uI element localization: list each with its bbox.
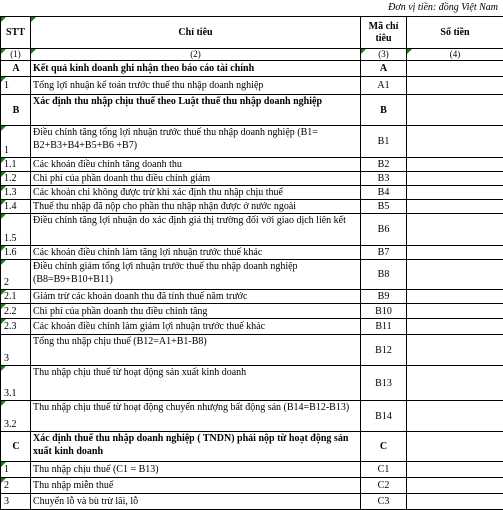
- header-so-tien[interactable]: Số tiền: [407, 17, 503, 49]
- cell-chi-tieu[interactable]: Các khoản điều chỉnh làm giảm lợi nhuận trước thuế khác: [31, 319, 361, 335]
- cell-so-tien[interactable]: [407, 319, 503, 335]
- table-row: [1, 304, 503, 319]
- cell-ma-chi-tieu[interactable]: A: [361, 61, 407, 77]
- cell-stt[interactable]: 1.5: [1, 214, 31, 246]
- cell-stt[interactable]: 2: [1, 478, 31, 494]
- cell-ma-chi-tieu[interactable]: B12: [361, 335, 407, 366]
- cell-so-tien[interactable]: [407, 246, 503, 260]
- header-row: [1, 17, 503, 49]
- cell-so-tien[interactable]: [407, 432, 503, 462]
- table-row: [1, 158, 503, 172]
- header-number-4[interactable]: (4): [407, 49, 503, 61]
- cell-so-tien[interactable]: [407, 335, 503, 366]
- cell-chi-tieu[interactable]: Thuế thu nhập đã nộp cho phần thu nhập nhận được ở nước ngoài: [31, 200, 361, 214]
- cell-stt[interactable]: 1.4: [1, 200, 31, 214]
- cell-ma-chi-tieu[interactable]: A1: [361, 77, 407, 95]
- table-row: [1, 432, 503, 462]
- cell-chi-tieu[interactable]: Điều chỉnh giảm tổng lợi nhuận trước thuế thu nhập doanh nghiệp (B8=B9+B10+B11): [31, 260, 361, 290]
- cell-chi-tieu[interactable]: Thu nhập chịu thuế từ hoạt động sản xuất kinh doanh: [31, 366, 361, 401]
- cell-chi-tieu[interactable]: Thu nhập chịu thuế (C1 = B13): [31, 462, 361, 478]
- header-number-1[interactable]: (1): [1, 49, 31, 61]
- cell-so-tien[interactable]: [407, 61, 503, 77]
- cell-chi-tieu[interactable]: Xác định thuế thu nhập doanh nghiệp ( TNDN) phải nộp từ hoạt động sản xuất kinh doanh: [31, 432, 361, 462]
- cell-ma-chi-tieu[interactable]: C1: [361, 462, 407, 478]
- cell-so-tien[interactable]: [407, 158, 503, 172]
- cell-chi-tieu[interactable]: Kết quả kinh doanh ghi nhận theo báo cáo tài chính: [31, 61, 361, 77]
- table-row: [1, 290, 503, 304]
- cell-stt[interactable]: 2: [1, 260, 31, 290]
- cell-so-tien[interactable]: [407, 126, 503, 158]
- cell-chi-tieu[interactable]: Chi phí của phần doanh thu điều chỉnh giảm: [31, 172, 361, 186]
- table-row: [1, 200, 503, 214]
- cell-so-tien[interactable]: [407, 401, 503, 432]
- cell-so-tien[interactable]: [407, 214, 503, 246]
- cell-chi-tieu[interactable]: Giảm trừ các khoản doanh thu đã tính thuế năm trước: [31, 290, 361, 304]
- cell-chi-tieu[interactable]: Thu nhập miễn thuế: [31, 478, 361, 494]
- table-row: [1, 186, 503, 200]
- cell-ma-chi-tieu[interactable]: C2: [361, 478, 407, 494]
- cell-ma-chi-tieu[interactable]: C: [361, 432, 407, 462]
- cell-stt[interactable]: 1: [1, 126, 31, 158]
- cell-so-tien[interactable]: [407, 95, 503, 126]
- table-row: [1, 95, 503, 126]
- table-row: [1, 77, 503, 95]
- cell-ma-chi-tieu[interactable]: B9: [361, 290, 407, 304]
- cell-chi-tieu[interactable]: Điều chỉnh tăng lợi nhuận do xác định giá thị trường đối với giao dịch liên kết: [31, 214, 361, 246]
- cell-so-tien[interactable]: [407, 366, 503, 401]
- table-row: [1, 61, 503, 77]
- cell-ma-chi-tieu[interactable]: B1: [361, 126, 407, 158]
- cell-chi-tieu[interactable]: Thu nhập chịu thuế từ hoạt động chuyển nhượng bất động sản (B14=B12-B13): [31, 401, 361, 432]
- cell-so-tien[interactable]: [407, 462, 503, 478]
- cell-stt[interactable]: 2.1: [1, 290, 31, 304]
- cell-chi-tieu[interactable]: Các khoản chi không được trừ khi xác định thu nhập chịu thuế: [31, 186, 361, 200]
- header-stt[interactable]: STT: [1, 17, 31, 49]
- header-number-2[interactable]: (2): [31, 49, 361, 61]
- cell-so-tien[interactable]: [407, 186, 503, 200]
- cell-so-tien[interactable]: [407, 172, 503, 186]
- cell-chi-tieu[interactable]: Tổng thu nhập chịu thuế (B12=A1+B1-B8): [31, 335, 361, 366]
- cell-ma-chi-tieu[interactable]: B3: [361, 172, 407, 186]
- cell-stt[interactable]: 1.6: [1, 246, 31, 260]
- cell-stt[interactable]: 3: [1, 494, 31, 510]
- table-row: [1, 462, 503, 478]
- cell-stt[interactable]: 1: [1, 77, 31, 95]
- cell-chi-tieu[interactable]: Các khoản điều chỉnh làm tăng lợi nhuận trước thuế khác: [31, 246, 361, 260]
- cell-so-tien[interactable]: [407, 77, 503, 95]
- cell-chi-tieu[interactable]: Xác định thu nhập chịu thuế theo Luật thuế thu nhập doanh nghiệp: [31, 95, 361, 126]
- cell-so-tien[interactable]: [407, 200, 503, 214]
- cell-so-tien[interactable]: [407, 290, 503, 304]
- tax-table: [0, 16, 503, 510]
- cell-stt[interactable]: C: [1, 432, 31, 462]
- cell-ma-chi-tieu[interactable]: B6: [361, 214, 407, 246]
- cell-so-tien[interactable]: [407, 304, 503, 319]
- header-number-row: [1, 49, 503, 61]
- cell-ma-chi-tieu[interactable]: B13: [361, 366, 407, 401]
- cell-stt[interactable]: A: [1, 61, 31, 77]
- table-row: [1, 214, 503, 246]
- table-row: [1, 319, 503, 335]
- cell-ma-chi-tieu[interactable]: B2: [361, 158, 407, 172]
- table-row: [1, 335, 503, 366]
- table-row: [1, 246, 503, 260]
- table-row: [1, 172, 503, 186]
- cell-ma-chi-tieu[interactable]: B10: [361, 304, 407, 319]
- table-row: [1, 478, 503, 494]
- cell-so-tien[interactable]: [407, 478, 503, 494]
- cell-ma-chi-tieu[interactable]: B7: [361, 246, 407, 260]
- cell-chi-tieu[interactable]: Chuyển lỗ và bù trừ lãi, lỗ: [31, 494, 361, 510]
- cell-stt[interactable]: 1.2: [1, 172, 31, 186]
- cell-chi-tieu[interactable]: Các khoản điều chỉnh tăng doanh thu: [31, 158, 361, 172]
- cell-ma-chi-tieu[interactable]: B8: [361, 260, 407, 290]
- cell-ma-chi-tieu[interactable]: B5: [361, 200, 407, 214]
- cell-ma-chi-tieu[interactable]: B11: [361, 319, 407, 335]
- cell-stt[interactable]: 2.3: [1, 319, 31, 335]
- cell-so-tien[interactable]: [407, 260, 503, 290]
- table-row: [1, 494, 503, 510]
- cell-stt[interactable]: 3.2: [1, 401, 31, 432]
- table-row: [1, 260, 503, 290]
- header-chi-tieu[interactable]: Chỉ tiêu: [31, 17, 361, 49]
- cell-stt[interactable]: 1.3: [1, 186, 31, 200]
- table-row: [1, 126, 503, 158]
- cell-stt[interactable]: 1.1: [1, 158, 31, 172]
- cell-stt[interactable]: 3: [1, 335, 31, 366]
- cell-ma-chi-tieu[interactable]: C3: [361, 494, 407, 510]
- table-row: [1, 366, 503, 401]
- cell-chi-tieu[interactable]: Chi phí của phần doanh thu điều chỉnh tăng: [31, 304, 361, 319]
- cell-stt[interactable]: 3.1: [1, 366, 31, 401]
- cell-ma-chi-tieu[interactable]: B4: [361, 186, 407, 200]
- unit-note: Đơn vị tiền: đồng Việt Nam: [0, 0, 498, 16]
- tax-table-sheet: [0, 16, 503, 510]
- cell-stt[interactable]: 2.2: [1, 304, 31, 319]
- cell-chi-tieu[interactable]: Tổng lợi nhuận kế toán trước thuế thu nhập doanh nghiệp: [31, 77, 361, 95]
- table-row: [1, 401, 503, 432]
- cell-chi-tieu[interactable]: Điều chỉnh tăng tổng lợi nhuận trước thuế thu nhập doanh nghiệp (B1= B2+B3+B4+B5+B6 +B7): [31, 126, 361, 158]
- cell-stt[interactable]: B: [1, 95, 31, 126]
- cell-so-tien[interactable]: [407, 494, 503, 510]
- cell-ma-chi-tieu[interactable]: B: [361, 95, 407, 126]
- cell-stt[interactable]: 1: [1, 462, 31, 478]
- header-ma-chi-tieu[interactable]: Mã chỉ tiêu: [361, 17, 407, 49]
- header-number-3[interactable]: (3): [361, 49, 407, 61]
- cell-ma-chi-tieu[interactable]: B14: [361, 401, 407, 432]
